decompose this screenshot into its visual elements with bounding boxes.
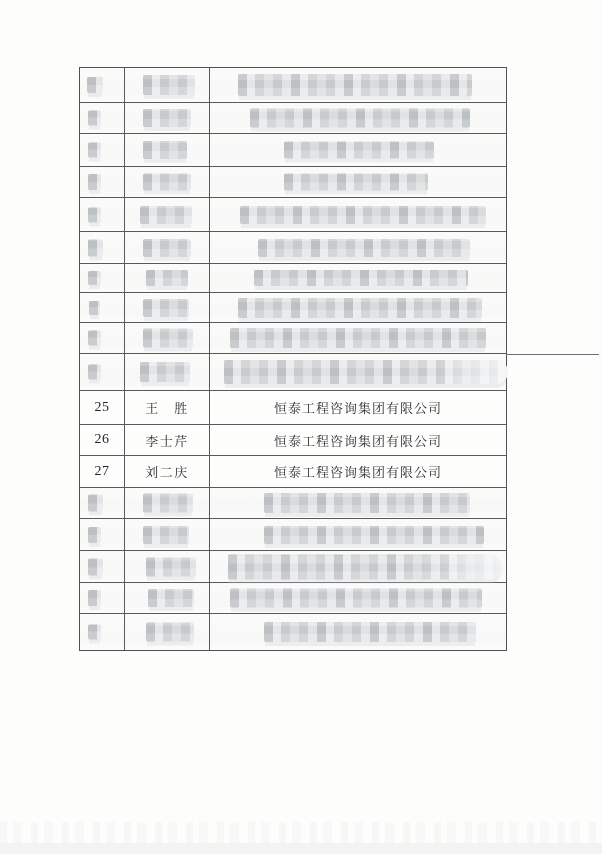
cell-number [80, 425, 125, 455]
table-row [80, 68, 506, 103]
table-row [80, 519, 506, 551]
redaction-mosaic [88, 207, 101, 222]
cell-number [80, 293, 125, 322]
table-row [80, 488, 506, 519]
cell-company [210, 68, 506, 102]
redaction-mosaic [146, 623, 194, 642]
cell-name [125, 134, 210, 166]
redaction-mosaic [264, 622, 476, 642]
redaction-mosaic [148, 589, 194, 607]
scan-noise-band [0, 822, 602, 844]
cell-name [125, 68, 210, 102]
redaction-mosaic [258, 239, 470, 257]
cell-company [210, 103, 506, 133]
cell-number [80, 167, 125, 197]
cell-company [210, 198, 506, 231]
cell-company [210, 583, 506, 613]
redaction-mosaic [228, 554, 502, 579]
cell-number [80, 614, 125, 650]
cell-number [80, 198, 125, 231]
cell-name [125, 425, 210, 455]
redaction-mosaic [143, 109, 191, 127]
table-row [80, 134, 506, 167]
cell-name [125, 323, 210, 353]
redaction-mosaic [143, 75, 195, 95]
redaction-mosaic [264, 493, 470, 513]
redaction-mosaic [88, 143, 101, 158]
cell-company [210, 354, 506, 390]
cell-number [80, 103, 125, 133]
redaction-mosaic [88, 271, 101, 285]
cell-name [125, 293, 210, 322]
table-row [80, 198, 506, 232]
cell-company [210, 134, 506, 166]
redaction-mosaic [264, 526, 484, 544]
redaction-mosaic [146, 557, 196, 576]
redaction-mosaic [88, 111, 101, 126]
cell-number [80, 354, 125, 390]
cell-name [125, 103, 210, 133]
row-number: 26 [94, 432, 110, 447]
row-number: 25 [94, 399, 110, 415]
person-name: 李士芹 [145, 433, 189, 449]
redaction-mosaic [254, 270, 468, 286]
cell-number [80, 488, 125, 518]
redaction-mosaic [140, 206, 192, 224]
cell-name [125, 488, 210, 518]
cell-company [210, 519, 506, 550]
table-row [80, 614, 506, 650]
redaction-mosaic [88, 174, 101, 190]
table-row [80, 323, 506, 354]
redaction-mosaic [88, 625, 101, 640]
cell-company [210, 293, 506, 322]
cell-company [210, 323, 506, 353]
table-row [80, 264, 506, 293]
table-row [80, 103, 506, 134]
person-name: 刘二庆 [145, 465, 189, 480]
cell-name [125, 583, 210, 613]
redaction-mosaic [284, 174, 428, 191]
redaction-mosaic [88, 590, 101, 606]
redaction-mosaic [88, 495, 103, 512]
table-row [80, 551, 506, 583]
cell-name [125, 264, 210, 292]
cell-number [80, 323, 125, 353]
cell-company [210, 456, 506, 487]
redaction-mosaic [143, 526, 189, 544]
company-name: 恒泰工程咨询集团有限公司 [273, 433, 442, 449]
table-row [80, 456, 506, 488]
redaction-mosaic [224, 360, 508, 384]
cell-number [80, 583, 125, 613]
scan-artifact-line [506, 354, 599, 355]
table-row [80, 425, 506, 456]
redaction-mosaic [240, 206, 486, 224]
cell-name [125, 198, 210, 231]
cell-number [80, 232, 125, 263]
table-row [80, 583, 506, 614]
redaction-mosaic [143, 329, 193, 348]
cell-company [210, 488, 506, 518]
redaction-mosaic [88, 365, 101, 380]
cell-number [80, 456, 125, 487]
table-row [80, 354, 506, 391]
redaction-mosaic [143, 494, 193, 513]
redaction-mosaic [88, 331, 101, 346]
cell-company [210, 264, 506, 292]
redaction-mosaic [87, 77, 103, 93]
cell-company [210, 425, 506, 455]
cell-name [125, 391, 210, 424]
redaction-mosaic [143, 299, 189, 317]
redaction-mosaic [230, 589, 482, 608]
cell-company [210, 232, 506, 263]
cell-name [125, 354, 210, 390]
cell-number [80, 264, 125, 292]
redaction-mosaic [143, 141, 187, 159]
cell-name [125, 167, 210, 197]
cell-name [125, 551, 210, 582]
cell-number [80, 391, 125, 424]
redaction-mosaic [143, 239, 191, 257]
redaction-mosaic [140, 362, 190, 382]
redaction-mosaic [230, 328, 486, 348]
redaction-mosaic [88, 558, 103, 575]
table-row [80, 293, 506, 323]
redaction-mosaic [89, 301, 100, 315]
redaction-mosaic [238, 298, 482, 318]
redaction-mosaic [238, 74, 472, 96]
redaction-mosaic [143, 174, 191, 191]
cell-number [80, 134, 125, 166]
company-name: 恒泰工程咨询集团有限公司 [273, 465, 442, 480]
table-row [80, 232, 506, 264]
company-name: 恒泰工程咨询集团有限公司 [273, 401, 442, 416]
cell-company [210, 551, 506, 582]
cell-number [80, 519, 125, 550]
redaction-mosaic [250, 109, 470, 128]
redaction-mosaic [88, 239, 103, 256]
redaction-mosaic [284, 142, 434, 159]
cell-company [210, 614, 506, 650]
cell-number [80, 68, 125, 102]
cell-company [210, 167, 506, 197]
person-name: 王 胜 [145, 401, 189, 416]
row-number: 27 [94, 463, 110, 479]
cell-name [125, 519, 210, 550]
table-row [80, 167, 506, 198]
roster-table [79, 67, 507, 651]
table-row [80, 391, 506, 425]
cell-name [125, 232, 210, 263]
redaction-mosaic [146, 270, 188, 286]
cell-name [125, 456, 210, 487]
cell-number [80, 551, 125, 582]
cell-company [210, 391, 506, 424]
scan-edge-band [0, 843, 602, 854]
redaction-mosaic [88, 527, 101, 543]
cell-name [125, 614, 210, 650]
